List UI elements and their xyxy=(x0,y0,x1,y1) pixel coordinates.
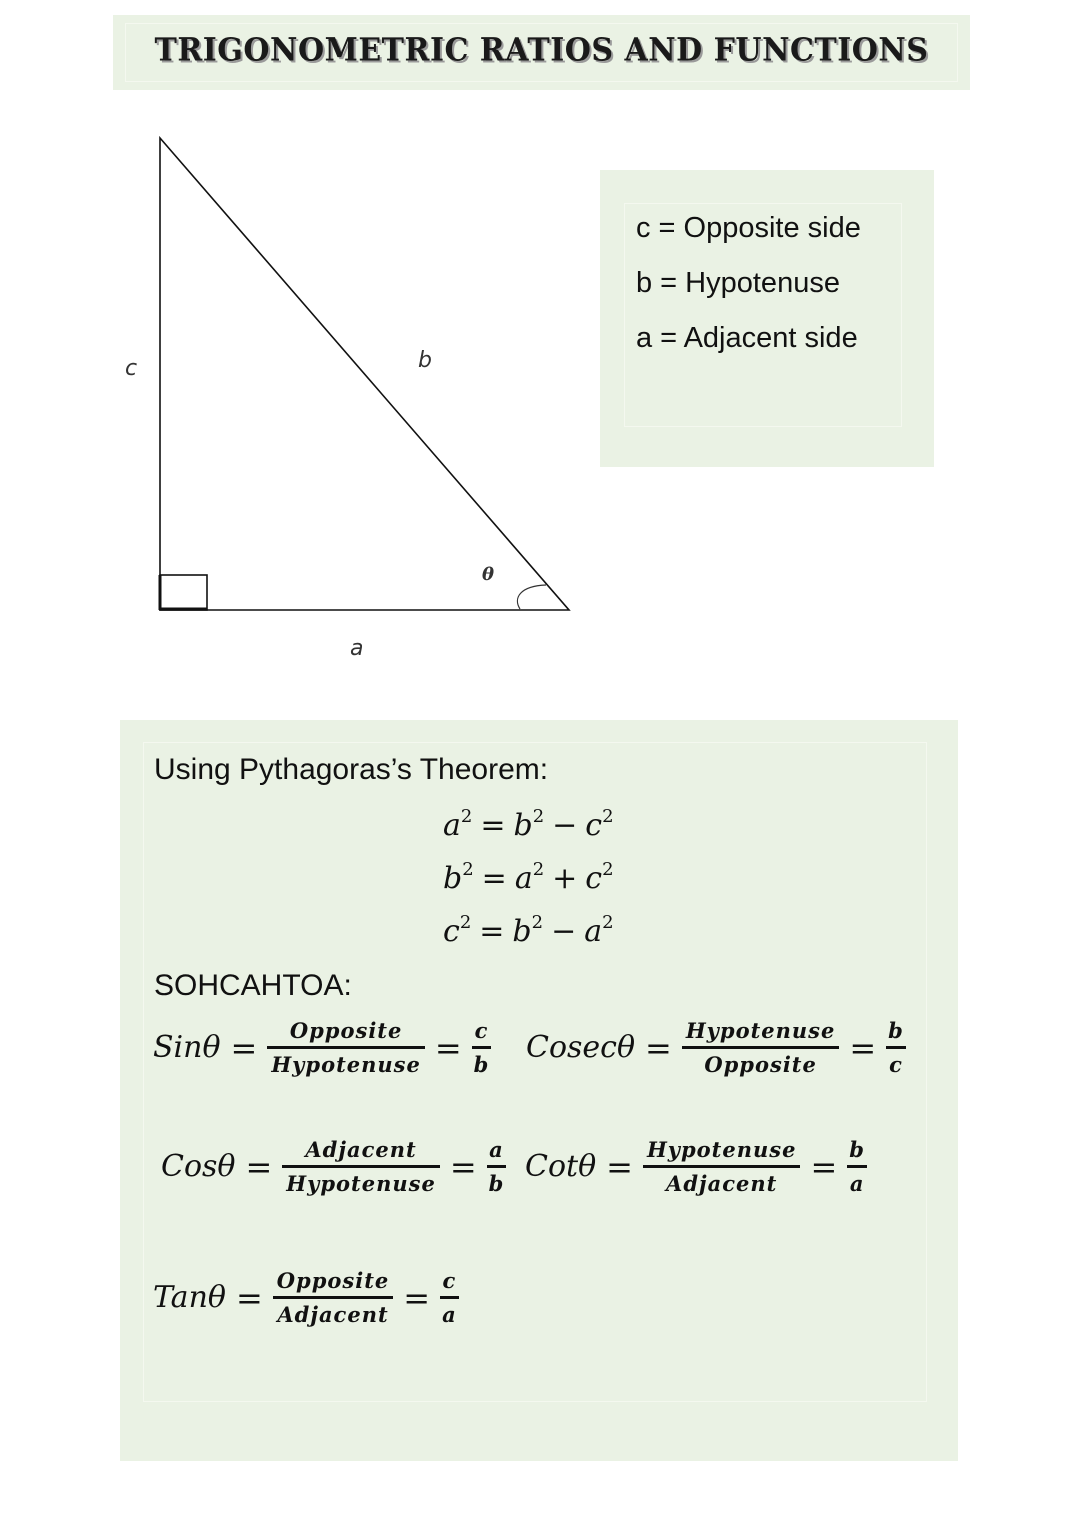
pythagoras-heading: Using Pythagoras’s Theorem: xyxy=(154,753,549,786)
sohcahtoa-heading: SOHCAHTOA: xyxy=(154,969,352,1002)
right-angle-marker xyxy=(160,575,207,610)
sin-formula: Sinθ = $\frac{\text{Opposite}}{\text{Hypotenuse}}$ = $\frac{c}{b}$ xyxy=(153,1018,490,1077)
page-title: TRIGONOMETRIC RATIOS AND FUNCTIONS xyxy=(154,32,929,69)
label-hypotenuse: b xyxy=(418,348,432,373)
legend-adjacent: a = Adjacent side xyxy=(636,322,858,354)
title-banner xyxy=(113,15,970,90)
tan-formula: Tanθ = $\frac{\text{Opposite}}{\text{Adjacent}}$ = $\frac{c}{a}$ xyxy=(153,1268,457,1327)
pythagoras-eq-b: $b^2 = a^2 + c^2$ xyxy=(443,859,614,896)
cosec-formula: Cosecθ = $\frac{\text{Hypotenuse}}{\text{Opposite}}$ = $\frac{b}{c}$ xyxy=(526,1018,904,1077)
right-triangle-diagram xyxy=(110,120,590,680)
legend-hypotenuse: b = Hypotenuse xyxy=(636,267,840,299)
label-opposite: c xyxy=(125,356,138,381)
triangle-svg xyxy=(110,120,590,680)
pythagoras-eq-a: $a^2 = b^2 - c^2$ xyxy=(443,806,614,843)
legend-panel xyxy=(600,170,934,467)
pythagoras-eq-c: $c^2 = b^2 - a^2$ xyxy=(443,912,614,949)
angle-arc xyxy=(517,585,546,609)
label-adjacent: a xyxy=(350,636,364,661)
legend-opposite: c = Opposite side xyxy=(636,212,861,244)
formula-panel xyxy=(120,720,958,1461)
cos-formula: Cosθ = $\frac{\text{Adjacent}}{\text{Hypotenuse}}$ = $\frac{a}{b}$ xyxy=(161,1137,505,1196)
cot-formula: Cotθ = $\frac{\text{Hypotenuse}}{\text{Adjacent}}$ = $\frac{b}{a}$ xyxy=(525,1137,865,1196)
label-angle-theta: θ xyxy=(482,564,495,585)
